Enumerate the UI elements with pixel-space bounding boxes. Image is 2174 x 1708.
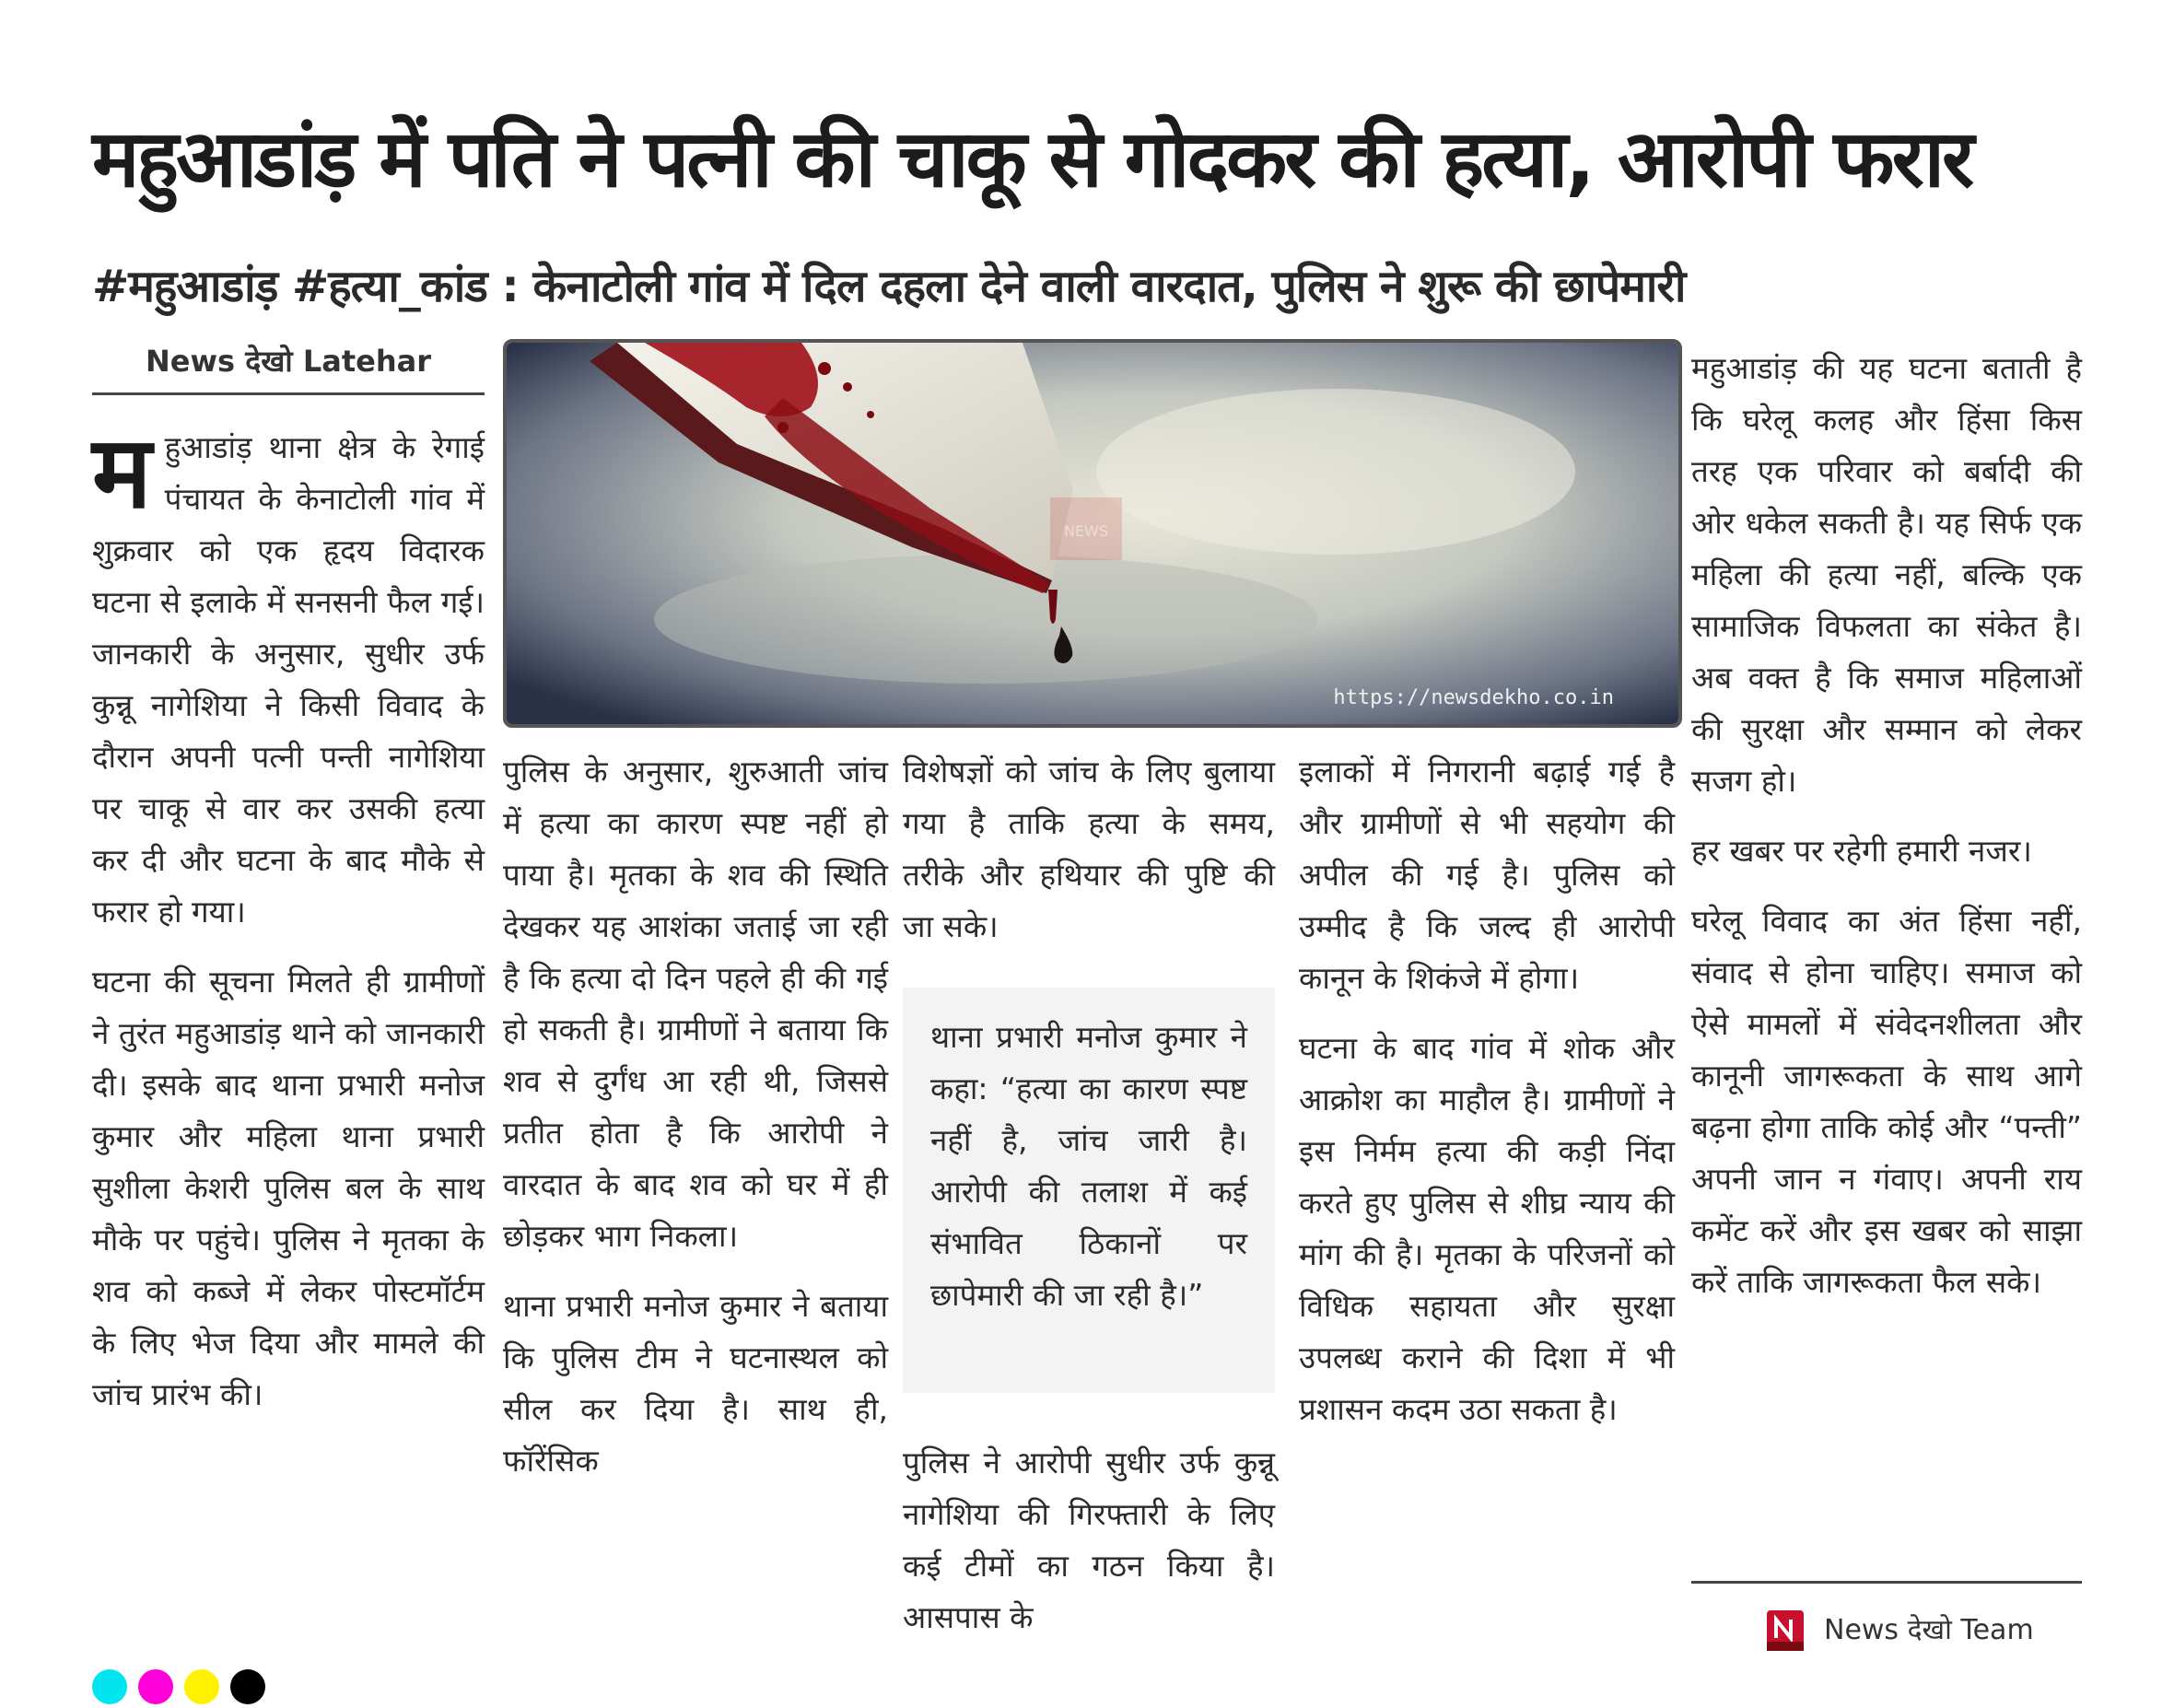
black-mark	[230, 1669, 265, 1704]
news-dekho-logo-icon	[1767, 1610, 1804, 1651]
column-3	[903, 746, 1275, 971]
pull-quote: थाना प्रभारी मनोज कुमार ने कहा: “हत्या का कारण स्पष्ट नहीं है, जांच जारी है। आरोपी की तलाश में कई संभावित ठिकानों पर छापेमारी की जा रही है।”	[903, 988, 1275, 1393]
column-1-paragraph-1	[92, 415, 485, 938]
column-5-paragraph-2: हर खबर पर रहेगी हमारी नजर।	[1691, 833, 2032, 869]
magenta-mark	[138, 1669, 173, 1704]
column-3-bottom	[903, 1437, 1275, 1662]
color-marks	[92, 1669, 276, 1706]
article-photo	[503, 339, 1682, 728]
team-credit	[1767, 1610, 2095, 1651]
column-5-paragraph-3: घरेलू विवाद का अंत हिंसा नहीं, संवाद से होना चाहिए। समाज को ऐसे मामलों में संवेदनशीलता और कानूनी जागरूकता के साथ आगे बढ़ना होगा ताकि कोई और “पन्ती” अपनी जान न गंवाए। अपनी राय कमेंट करें और इस खबर को साझा करें ताकि जागरूकता फैल सके।	[1691, 903, 2082, 1300]
footer-divider	[1691, 1581, 2082, 1584]
column-4-paragraph-2: घटना के बाद गांव में शोक और आक्रोश का माहौल है। ग्रामीणों ने इस निर्मम हत्या की कड़ी निंदा करते हुए पुलिस से शीघ्र न्याय की मांग की है। मृतका के परिजनों को विधिक सहायता और सुरक्षा उपलब्ध कराने की दिशा में भी प्रशासन कदम उठा सकता है।	[1299, 1030, 1675, 1427]
column-4-paragraph-1: इलाकों में निगरानी बढ़ाई गई है और ग्रामीणों से भी सहयोग की अपील की गई है। पुलिस को उम्मीद है कि जल्द ही आरोपी कानून के शिकंजे में होगा।	[1299, 754, 1675, 996]
knife-photo-illustration	[507, 343, 1678, 724]
drop-cap: म	[92, 415, 152, 531]
cyan-mark	[92, 1669, 127, 1704]
column-1-paragraph-2: घटना की सूचना मिलते ही ग्रामीणों ने तुरंत महुआडांड़ थाने को जानकारी दी। इसके बाद थाना प्रभारी मनोज कुमार और महिला थाना प्रभारी सुशीला केशरी पुलिस बल के साथ मौके पर पहुंचे। पुलिस ने मृतका के शव को कब्जे में लेकर पोस्टमॉर्टम के लिए भेज दिया और मामले की जांच प्रारंभ की।	[92, 964, 485, 1412]
column-4	[1299, 746, 1675, 1454]
column-1-paragraph-1-text: हुआडांड़ थाना क्षेत्र के रेगाई पंचायत के केनाटोली गांव में शुक्रवार को एक हृदय विदारक घटना से इलाके में सनसनी फैल गई। जानकारी के अनुसार, सुधीर उर्फ कुन्नू नागेशिया ने किसी विवाद के दौरान अपनी पत्नी पन्ती नागेशिया पर चाकू से वार कर उसकी हत्या कर दी और घटना के बाद मौके से फरार हो गया।	[92, 429, 485, 930]
watermark-url: https://newsdekho.co.in	[1333, 686, 1614, 709]
column-3-paragraph-1: विशेषज्ञों को जांच के लिए बुलाया गया है ताकि हत्या के समय, तरीके और हथियार की पुष्टि की जा सके।	[903, 754, 1275, 944]
column-2-paragraph-1: पुलिस के अनुसार, शुरुआती जांच में हत्या का कारण स्पष्ट नहीं हो पाया है। मृतका के शव की स्थिति देखकर यह आशंका जताई जा रही है कि हत्या दो दिन पहले ही की गई हो सकती है। ग्रामीणों ने बताया कि शव से दुर्गंध आ रही थी, जिससे प्रतीत होता है कि आरोपी ने वारदात के बाद शव को घर में ही छोड़कर भाग निकला।	[503, 754, 888, 1254]
column-5-paragraph-1: महुआडांड़ की यह घटना बताती है कि घरेलू कलह और हिंसा किस तरह एक परिवार को बर्बादी की ओर धकेल सकती है। यह सिर्फ एक महिला की हत्या नहीं, बल्कि एक सामाजिक विफलता का संकेत है। अब वक्त है कि समाज महिलाओं की सुरक्षा और सम्मान को लेकर सजग हो।	[1691, 350, 2082, 799]
column-2	[503, 746, 888, 1505]
column-1	[92, 415, 485, 1439]
subheadline: #महुआडांड़ #हत्या_कांड : केनाटोली गांव में दिल दहला देने वाली वारदात, पुलिस ने शुरू की छापेमारी	[92, 261, 1686, 312]
byline: News देखो Latehar	[146, 344, 431, 379]
byline-divider	[92, 392, 485, 395]
yellow-mark	[184, 1669, 219, 1704]
watermark-logo-text: NEWS	[1063, 522, 1109, 540]
column-3-paragraph-2: पुलिस ने आरोपी सुधीर उर्फ कुन्नू नागेशिया की गिरफ्तारी के लिए कई टीमों का गठन किया है। आसपास के	[903, 1445, 1275, 1635]
column-2-paragraph-2: थाना प्रभारी मनोज कुमार ने बताया कि पुलिस टीम ने घटनास्थल को सील कर दिया है। साथ ही, फॉरेंसिक	[503, 1288, 888, 1479]
team-label: News देखो Team	[1824, 1614, 2034, 1646]
column-5	[1691, 343, 2082, 1327]
headline: महुआडांड़ में पति ने पत्नी की चाकू से गोदकर की हत्या, आरोपी फरार	[92, 113, 1972, 205]
